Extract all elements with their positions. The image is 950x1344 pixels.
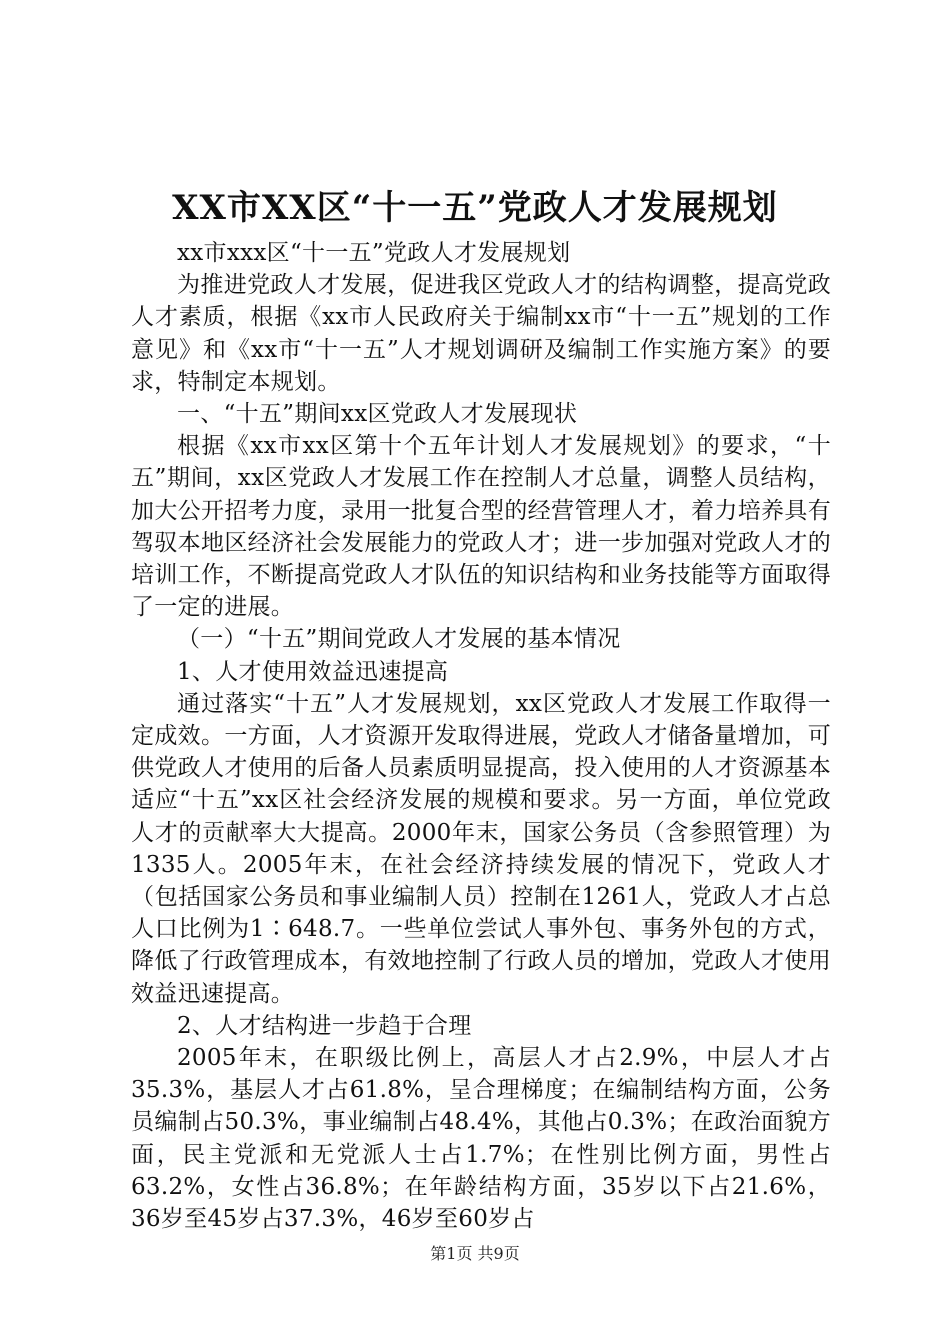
subtitle-paragraph: xx市xxx区“十一五”党政人才发展规划 (177, 240, 571, 266)
item-heading-2: 2、人才结构进一步趋于合理 (177, 1012, 472, 1039)
section-heading: 一、“十五”期间xx区党政人才发展现状 (177, 401, 578, 428)
item-heading-1: 1、人才使用效益迅速提高 (177, 658, 449, 685)
subsection-heading: （一）“十五”期间党政人才发展的基本情况 (177, 626, 621, 653)
status-paragraph: 根据《xx市xx区第十个五年计划人才发展规划》的要求，“十五”期间，xx区党政人才发展工作在控制人才总量，调整人员结构，加大公开招考力度，录用一批复合型的经营管理人才，着力培养具有驾驭本地区经济社会发展能力的党政人才；进一步加强对党政人才的培训工作，不断提高党政人才队伍的知识结构和业务技能等方面取得了一定的进展。 (131, 433, 831, 621)
document-title: XX市XX区“十一五”党政人才发展规划 (172, 188, 778, 228)
page-footer: 第1页 共9页 (430, 1244, 520, 1263)
efficiency-paragraph: 通过落实“十五”人才发展规划，xx区党政人才发展工作取得一定成效。一方面，人才资源开发取得进展，党政人才储备量增加，可供党政人才使用的后备人员素质明显提高，投入使用的人才资源基本适应“十五”xx区社会经济发展的规模和要求。另一方面，单位党政人才的贡献率大大提高。2000年末，国家公务员（含参照管理）为1335人。2005年末，在社会经济持续发展的情况下，党政人才（包括国家公务员和事业编制人员）控制在1261人，党政人才占总人口比例为1∶648.7。一些单位尝试人事外包、事务外包的方式，降低了行政管理成本，有效地控制了行政人员的增加，党政人才使用效益迅速提高。 (131, 690, 831, 1007)
document-body (131, 237, 831, 1235)
structure-paragraph: 2005年末，在职级比例上，高层人才占2.9%，中层人才占35.3%，基层人才占61.8%，呈合理梯度；在编制结构方面，公务员编制占50.3%，事业编制占48.4%，其他占0.3%；在政治面貌方面，民主党派和无党派人士占1.7%；在性别比例方面，男性占63.2%，女性占36.8%；在年龄结构方面，35岁以下占21.6%，36岁至45岁占37.3%，46岁至60岁占 (131, 1045, 831, 1233)
intro-paragraph: 为推进党政人才发展，促进我区党政人才的结构调整，提高党政人才素质，根据《xx市人民政府关于编制xx市“十一五”规划的工作意见》和《xx市“十一五”人才规划调研及编制工作实施方案》的要求，特制定本规划。 (131, 272, 831, 395)
